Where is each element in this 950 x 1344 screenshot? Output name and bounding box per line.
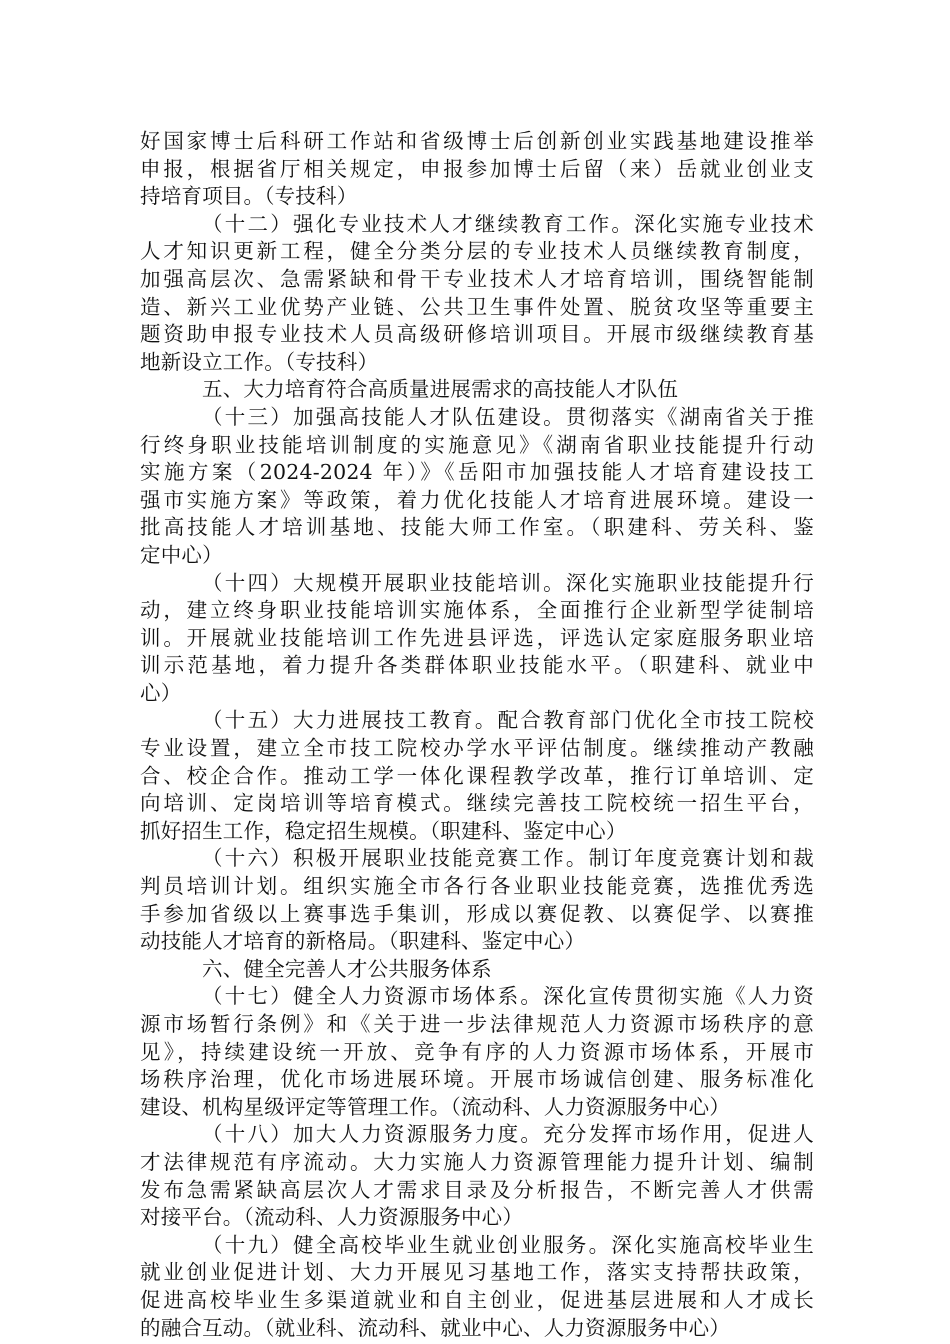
paragraph-start-line: （十四）大规模开展职业技能培训。深化实施职业技能提升行 bbox=[202, 570, 814, 595]
text-line: 动技能人才培育的新格局。（职建科、鉴定中心） bbox=[140, 929, 586, 954]
text-line: 建设、机构星级评定等管理工作。（流动科、人力资源服务中心） bbox=[140, 1094, 731, 1119]
paragraph-start-line: （十三）加强高技能人才队伍建设。贯彻落实《湖南省关于推 bbox=[202, 404, 814, 429]
text-line: 行终身职业技能培训制度的实施意见》《湖南省职业技能提升行动 bbox=[140, 432, 814, 457]
text-line: 手参加省级以上赛事选手集训，形成以赛促教、以赛促学、以赛推 bbox=[140, 901, 814, 926]
text-line: 抓好招生工作，稳定招生规模。（职建科、鉴定中心） bbox=[140, 818, 627, 843]
text-line: 向培训、定岗培训等培育模式。继续完善技工院校统一招生平台， bbox=[140, 791, 814, 816]
text-line: 加强高层次、急需紧缺和骨干专业技术人才培育培训，围绕智能制 bbox=[140, 266, 814, 291]
text-line: 的融合互动。（就业科、流动科、就业中心、人力资源服务中心） bbox=[140, 1315, 731, 1340]
text-line: 就业创业促进计划、大力开展见习基地工作，落实支持帮扶政策， bbox=[140, 1260, 814, 1285]
paragraph-start-line: （十二）强化专业技术人才继续教育工作。深化实施专业技术 bbox=[202, 211, 814, 236]
text-line: 实施方案（2024-2024 年）》《岳阳市加强技能人才培育建设技工 bbox=[140, 460, 814, 485]
paragraph-start-line: （十七）健全人力资源市场体系。深化宣传贯彻实施《人力资 bbox=[202, 984, 814, 1009]
text-line: 合、校企合作。推动工学一体化课程教学改革，推行订单培训、定 bbox=[140, 763, 814, 788]
text-line: 地新设立工作。（专技科） bbox=[140, 349, 379, 374]
paragraph-start-line: （十五）大力进展技工教育。配合教育部门优化全市技工院校 bbox=[202, 708, 814, 733]
text-line: 专业设置，建立全市技工院校办学水平评估制度。继续推动产教融 bbox=[140, 736, 814, 761]
paragraph-start-line: 六、健全完善人才公共服务体系 bbox=[202, 956, 492, 981]
document-body bbox=[140, 128, 814, 1342]
text-line: 动，建立终身职业技能培训实施体系，全面推行企业新型学徒制培 bbox=[140, 598, 814, 623]
text-line: 判员培训计划。组织实施全市各行各业职业技能竞赛，选推优秀选 bbox=[140, 874, 814, 899]
text-line: 批高技能人才培训基地、技能大师工作室。（职建科、劳关科、鉴 bbox=[140, 515, 814, 540]
text-line: 对接平台。（流动科、人力资源服务中心） bbox=[140, 1205, 524, 1230]
text-line: 才法律规范有序流动。大力实施人力资源管理能力提升计划、编制 bbox=[140, 1149, 814, 1174]
text-line: 源市场暂行条例》和《关于进一步法律规范人力资源市场秩序的意 bbox=[140, 1012, 814, 1036]
text-line: 心） bbox=[140, 680, 182, 705]
paragraph-start-line: （十六）积极开展职业技能竞赛工作。制订年度竞赛计划和裁 bbox=[202, 846, 814, 871]
text-line: 申报，根据省厅相关规定，申报参加博士后留（来）岳就业创业支 bbox=[140, 156, 814, 181]
paragraph-start-line: 五、大力培育符合高质量进展需求的高技能人才队伍 bbox=[202, 377, 679, 402]
text-line: 强市实施方案》等政策，着力优化技能人才培育进展环境。建设一 bbox=[140, 487, 814, 512]
text-line: 持培育项目。（专技科） bbox=[140, 184, 358, 209]
text-line: 训示范基地，着力提升各类群体职业技能水平。（职建科、就业中 bbox=[140, 653, 814, 678]
text-line: 定中心） bbox=[140, 542, 223, 567]
text-line: 人才知识更新工程，健全分类分层的专业技术人员继续教育制度， bbox=[140, 239, 814, 264]
text-line: 训。开展就业技能培训工作先进县评选，评选认定家庭服务职业培 bbox=[140, 625, 814, 650]
text-line: 造、新兴工业优势产业链、公共卫生事件处置、脱贫攻坚等重要主 bbox=[140, 294, 814, 319]
text-line: 题资助申报专业技术人员高级研修培训项目。开展市级继续教育基 bbox=[140, 322, 814, 347]
text-line: 场秩序治理，优化市场进展环境。开展市场诚信创建、服务标准化 bbox=[140, 1067, 814, 1092]
text-line: 发布急需紧缺高层次人才需求目录及分析报告，不断完善人才供需 bbox=[140, 1177, 814, 1202]
text-line: 好国家博士后科研工作站和省级博士后创新创业实践基地建设推举 bbox=[140, 129, 814, 153]
paragraph-start-line: （十九）健全高校毕业生就业创业服务。深化实施高校毕业生 bbox=[202, 1232, 814, 1257]
paragraph-start-line: （十八）加大人力资源服务力度。充分发挥市场作用，促进人 bbox=[202, 1122, 814, 1147]
text-line: 见》，持续建设统一开放、竞争有序的人力资源市场体系，开展市 bbox=[140, 1039, 814, 1064]
text-line: 促进高校毕业生多渠道就业和自主创业，促进基层进展和人才成长 bbox=[140, 1287, 814, 1312]
